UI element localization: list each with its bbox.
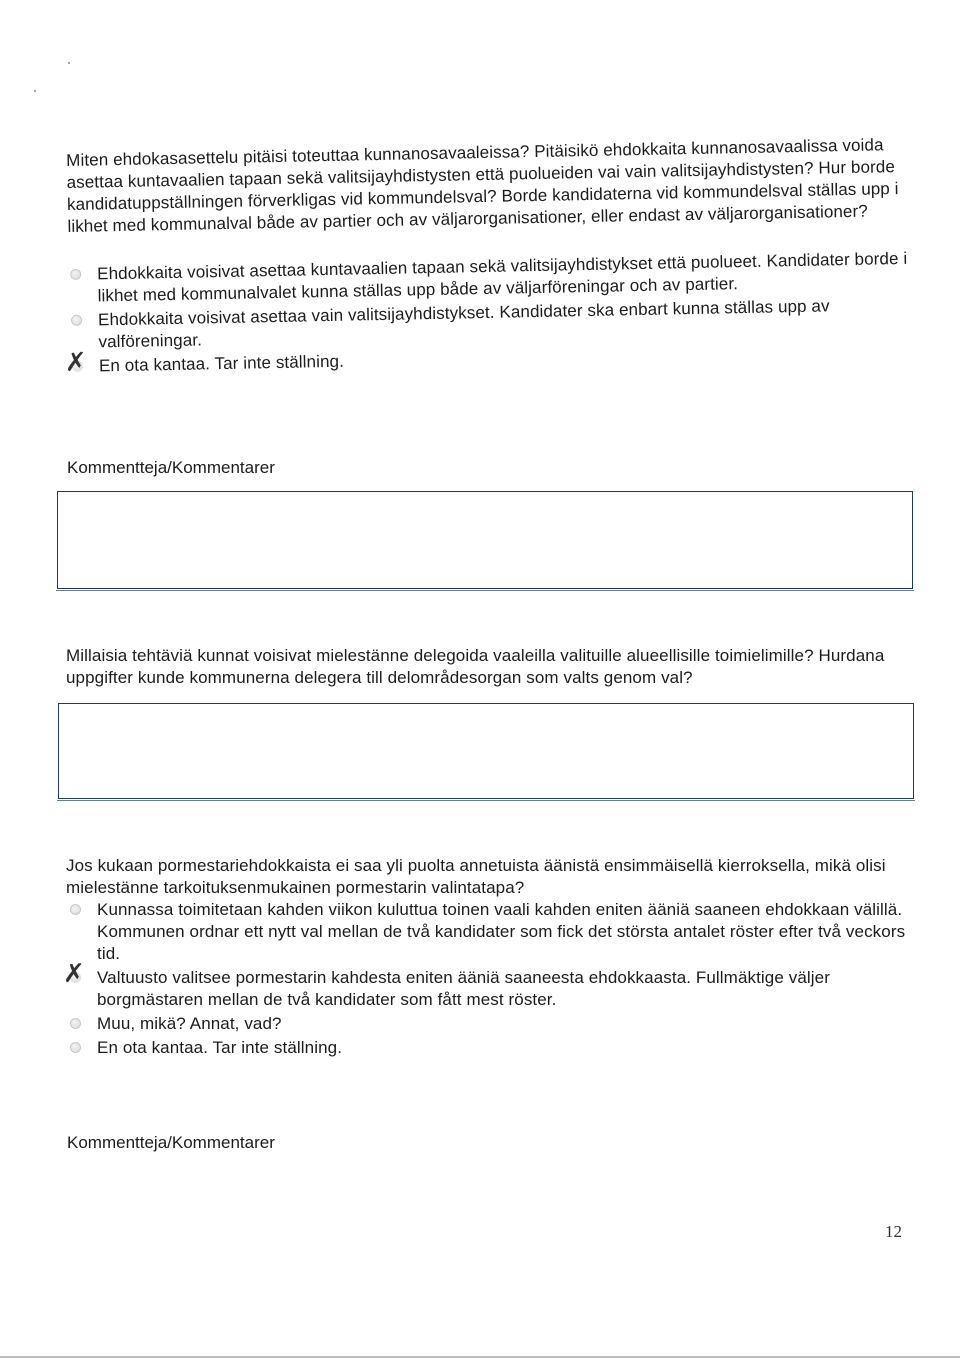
question-3-option-3[interactable] [66,1013,926,1035]
option-label: Valtuusto valitsee pormestarin kahdesta eniten ääniä saaneesta ehdokkaasta. Fullmäktige väljer borgmästaren mellan de två kandidater som fått mest röster. [97,968,830,1009]
question-3-option-4[interactable] [66,1037,926,1059]
question-3-text: Jos kukaan pormestariehdokkaista ei saa yli puolta annetuista äänistä ensimmäisellä kierroksella, mikä olisi mielestänne tarkoituksenmukainen pormestarin valintatapa? [66,856,886,897]
question-2-text: Millaisia tehtäviä kunnat voisivat mielestänne delegoida vaaleilla valituille alueellisille toimielimille? Hurdana uppgifter kunde kommunerna delegera till delområdesorgan som valts genom val? [66,646,885,687]
comments-textarea-1[interactable] [57,491,913,589]
scan-speck [68,62,70,64]
radio-button[interactable] [70,904,81,915]
question-3-options [63,899,926,1059]
radio-button[interactable] [71,315,82,326]
question-3-option-2[interactable] [63,959,926,1011]
option-label: Ehdokkaita voisivat asettaa vain valitsijayhdistykset. Kandidater ska enbart kunna ställas upp av valföreningar. [97,296,830,352]
option-label: Kunnassa toimitetaan kahden viikon kuluttua toinen vaali kahden eniten ääniä saaneen ehdokkaan välillä. Kommunen ordnar ett nytt val mellan de två kandidater som fick det största antalet röster efter två veckors tid. [97,900,906,963]
radio-button[interactable] [70,269,81,280]
cross-mark-icon: ✗ [63,959,85,989]
radio-button[interactable] [70,1042,81,1053]
option-label: Muu, mikä? Annat, vad? [97,1014,282,1033]
option-label: Ehdokkaita voisivat asettaa kuntavaalien tapaan sekä valitsijayhdistykset että puolueet. Kandidater borde i likhet med kommunalvalet kunna ställas upp både av väljarföreningar och av partier. [97,248,908,306]
question-3-option-1[interactable] [66,899,926,965]
scan-speck [34,90,36,92]
option-label: En ota kantaa. Tar inte ställning. [98,351,345,376]
page-bottom-edge [0,1356,960,1358]
page-number: 12 [885,1222,902,1241]
comments-label-2: Kommentteja/Kommentarer [67,1133,275,1152]
answer-textarea-2[interactable] [58,703,914,799]
option-label: En ota kantaa. Tar inte ställning. [97,1038,343,1057]
radio-button[interactable] [70,1018,81,1029]
question-1-text: Miten ehdokasasettelu pitäisi toteuttaa kunnanosavaaleissa? Pitäisikö ehdokkaita kunnanosavaalissa voida asettaa kuntavaalien tapaan sekä valitsijayhdistysten että puolueiden vai vain valitsijayhdistysten? Hur borde kandidatuppställningen förverkligas vid kommundelsval? Borde kandidaterna vid kommundelsval ställas upp i likhet med kommunalval både av partier och av väljarorganisationer, eller endast av väljarorganisationer? [66,135,899,236]
question-1-options [66,248,918,378]
comments-label-1: Kommentteja/Kommentarer [67,458,275,477]
cross-mark-icon: ✗ [64,347,88,379]
